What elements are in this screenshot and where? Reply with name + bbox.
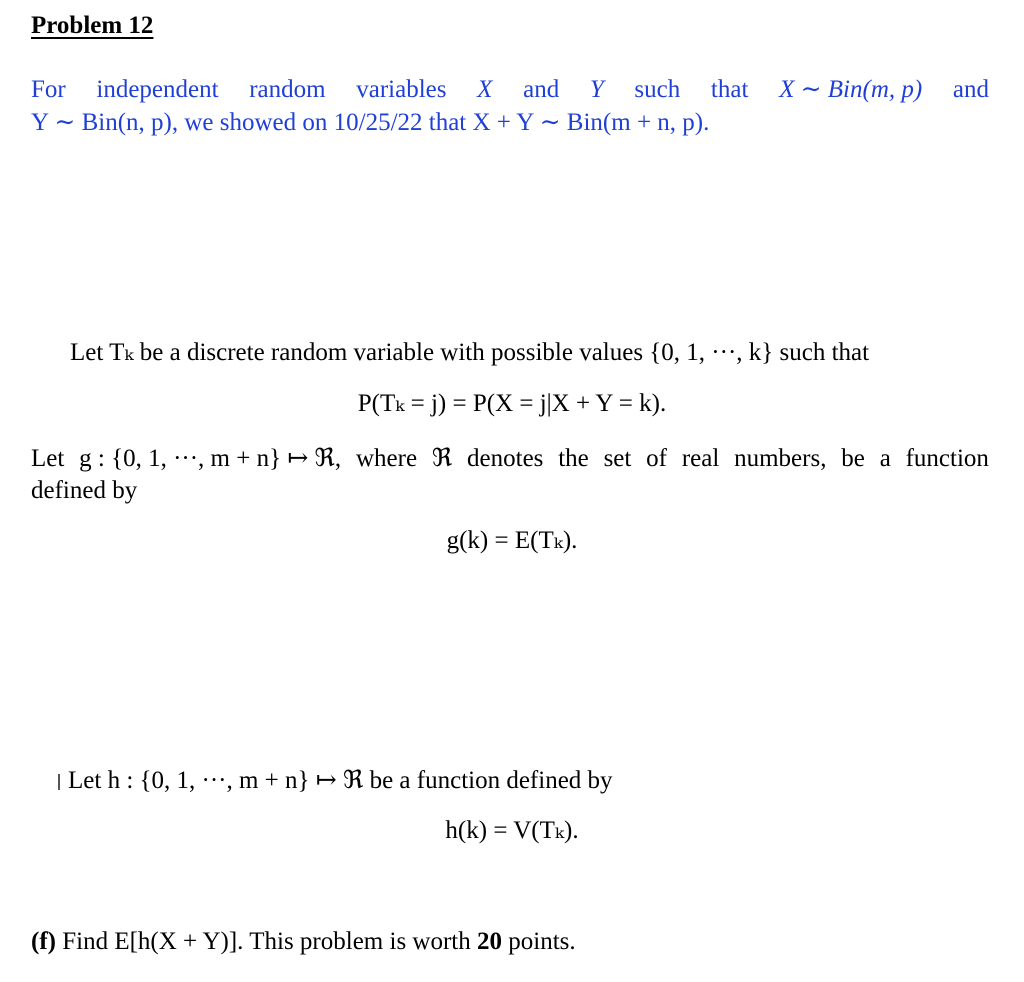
question-text-end: points. — [508, 928, 576, 955]
g-equation: g(k) = E(Tₖ). — [446, 527, 578, 554]
g-word: ℜ — [431, 445, 453, 472]
intro-word: and — [523, 76, 560, 103]
intro-line-2: Y ∼ Bin(n, p), we showed on 10/25/22 that X + Y ∼ Bin(m + n, p). — [31, 109, 710, 136]
g-line-2: defined by — [31, 477, 138, 504]
question-f — [31, 928, 576, 956]
question-points: 20 — [477, 928, 502, 955]
g-word: be — [841, 445, 865, 472]
g-word: Let — [31, 445, 65, 472]
h-definition-text: Let h : {0, 1, ···, m + n} ↦ ℜ be a function defined by — [68, 767, 613, 794]
intro-word: that — [710, 76, 749, 103]
g-word: numbers, — [734, 445, 827, 472]
intro-word: X — [477, 76, 493, 103]
intro-word: independent — [96, 76, 219, 103]
g-word: g : {0, 1, ···, m + n} ↦ ℜ, — [79, 445, 342, 472]
g-word: of — [646, 445, 667, 472]
intro-line-1 — [31, 73, 989, 106]
h-equation: h(k) = V(Tₖ). — [445, 817, 579, 844]
question-label: (f) — [31, 928, 56, 955]
tk-equation: P(Tₖ = j) = P(X = j|X + Y = k). — [357, 390, 667, 417]
intro-word: X ∼ Bin(m, p) — [779, 76, 923, 103]
g-word: a — [879, 445, 891, 472]
intro-word: such — [634, 76, 681, 103]
g-word: function — [905, 445, 989, 472]
intro-word: For — [31, 76, 66, 103]
g-word: where — [355, 445, 418, 472]
tk-definition-text: Let Tₖ be a discrete random variable with possible values {0, 1, ···, k} such that — [70, 339, 870, 366]
g-definition-paragraph — [31, 443, 989, 507]
intro-paragraph — [31, 73, 989, 139]
g-word: real — [681, 445, 720, 472]
intro-word: variables — [356, 76, 447, 103]
intro-word: Y — [589, 76, 604, 103]
margin-tick-mark — [58, 774, 60, 790]
g-word: denotes — [467, 445, 544, 472]
g-line-1 — [31, 443, 989, 475]
problem-title: Problem 12 — [31, 12, 154, 39]
g-word: the — [558, 445, 589, 472]
g-word: set — [603, 445, 632, 472]
question-text: Find E[h(X + Y)]. This problem is worth — [62, 928, 471, 955]
intro-word: and — [952, 76, 989, 103]
intro-word: random — [249, 76, 326, 103]
